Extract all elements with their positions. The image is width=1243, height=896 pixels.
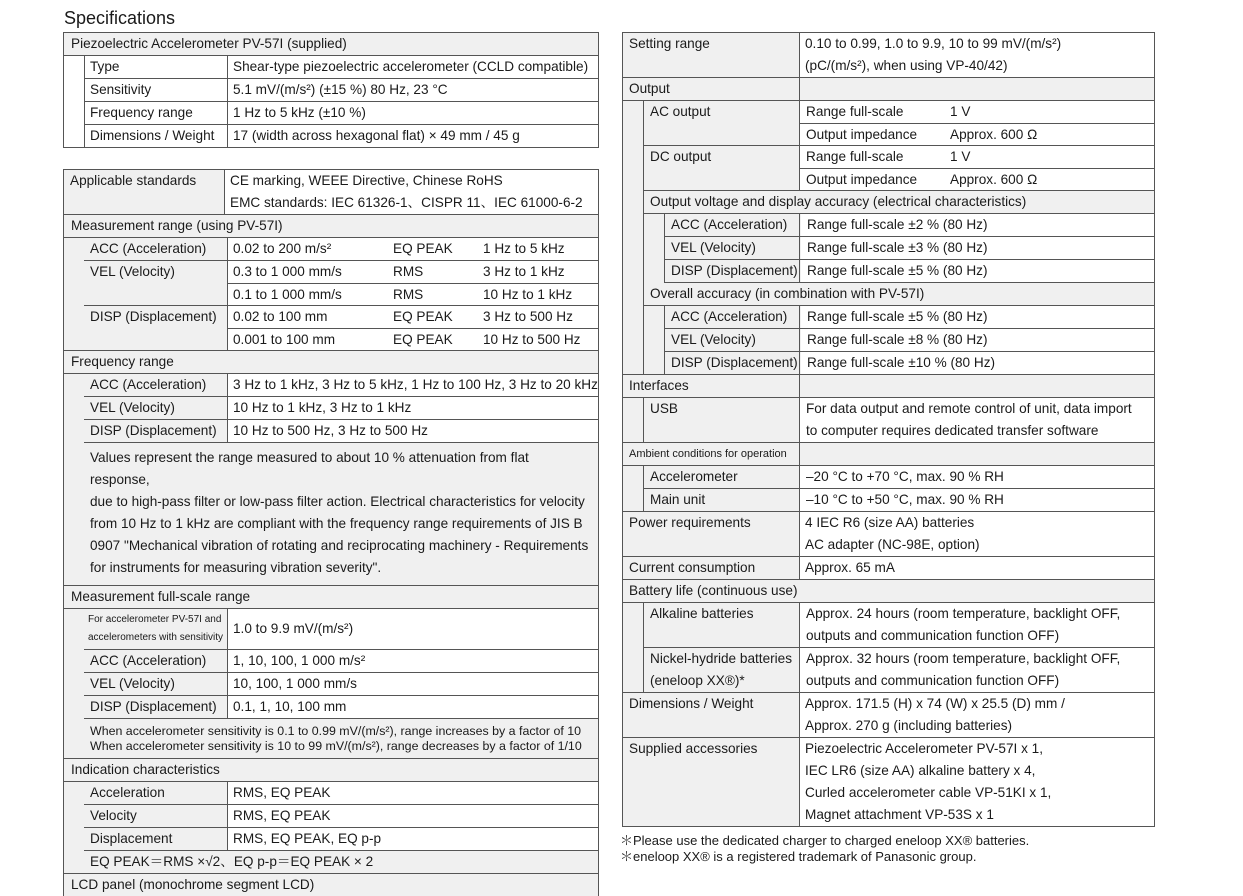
- note-line: due to high-pass filter or low-pass filter action. Electrical characteristics for velocity: [90, 494, 585, 509]
- table-row: [84, 238, 598, 261]
- row-value: 3 Hz to 1 kHz, 3 Hz to 5 kHz, 1 Hz to 100 Hz, 3 Hz to 20 kHz: [233, 377, 598, 392]
- output-key: Range full-scale: [806, 149, 904, 164]
- section-header: Interfaces: [623, 375, 1154, 398]
- value-line: 0.10 to 0.99, 1.0 to 9.9, 10 to 99 mV/(m/s²): [805, 36, 1062, 51]
- section-header: Measurement full-scale range: [64, 586, 598, 609]
- row-label: Type: [90, 59, 120, 74]
- row-label: DISP (Displacement): [665, 260, 801, 282]
- output-value: 1 V: [950, 104, 971, 119]
- range-freq: 3 Hz to 1 kHz: [483, 264, 565, 279]
- row-value: [224, 170, 598, 214]
- right-column: [622, 0, 1155, 865]
- table-row: [665, 306, 1154, 329]
- range-freq: 3 Hz to 500 Hz: [483, 309, 573, 324]
- table-row: [84, 374, 598, 397]
- row-value: [800, 603, 1154, 647]
- accessory-item: Magnet attachment VP-53S x 1: [805, 807, 994, 822]
- row-label: ACC (Acceleration): [665, 306, 801, 328]
- battery-inner: [643, 603, 1154, 692]
- row-label: ACC (Acceleration): [665, 214, 801, 236]
- footnote: ＊Please use the dedicated charger to charged eneloop XX® batteries.: [620, 833, 1030, 848]
- standards-line: EMC standards: IEC 61326-1、CISPR 11、IEC 61000-6-2: [230, 195, 583, 210]
- row-value: 1, 10, 100, 1 000 m/s²: [233, 653, 366, 668]
- section-header: Battery life (continuous use): [623, 580, 1154, 603]
- table-row: [644, 648, 1154, 692]
- left-column: [63, 0, 599, 896]
- battery-section: [623, 580, 1154, 693]
- fullscale-note: [64, 719, 598, 759]
- table-row: [644, 466, 1154, 489]
- section-header: Piezoelectric Accelerometer PV-57І (supplied): [64, 33, 598, 56]
- value-line: Approx. 171.5 (H) x 74 (W) x 25.5 (D) mm /: [805, 696, 1065, 711]
- row-value: [800, 398, 1154, 442]
- row-label: ACC (Acceleration): [84, 238, 227, 260]
- table-row: [644, 603, 1154, 648]
- table-row: [84, 56, 598, 79]
- sub-row: [800, 146, 1154, 169]
- output-value: 1 V: [950, 149, 971, 164]
- table-row: [84, 397, 598, 420]
- row-label: Supplied accessories: [623, 738, 799, 826]
- row-label: VEL (Velocity): [84, 673, 227, 695]
- accessories-row: [623, 738, 1154, 826]
- sub-row: [227, 329, 598, 351]
- note-line: from 10 Hz to 1 kHz are compliant with the frequency range requirements of JIS B: [90, 516, 583, 531]
- output-value: Approx. 600 Ω: [950, 172, 1038, 187]
- row-value: [799, 512, 1154, 556]
- row-label: [644, 648, 800, 692]
- table-row: [84, 609, 598, 650]
- output-rows: [623, 101, 1154, 374]
- range-value: 0.1 to 1 000 mm/s: [233, 287, 342, 302]
- sub-row: [227, 284, 598, 306]
- range-mode: EQ PEAK: [393, 241, 453, 256]
- value-line: 4 IEC R6 (size AA) batteries: [805, 515, 975, 530]
- table-row: [84, 828, 598, 850]
- accessory-item: Curled accelerometer cable VP-51KI x 1,: [805, 785, 1052, 800]
- label-line: Nickel-hydride batteries: [650, 651, 793, 666]
- range-freq: 10 Hz to 1 kHz: [483, 287, 573, 302]
- output-inner: [643, 101, 1154, 374]
- display-accuracy-inner: [664, 214, 1154, 283]
- accelerometer-rows: [84, 56, 598, 147]
- sub-row: [800, 101, 1154, 124]
- fullscale-rows: [64, 609, 598, 719]
- row-value: Shear-type piezoelectric accelerometer (CCLD compatible): [233, 59, 589, 74]
- table-row: [644, 146, 1154, 191]
- table-row: [84, 696, 598, 718]
- footnote: ＊eneloop XX® is a registered trademark of Panasonic group.: [620, 849, 977, 864]
- ambient-rows: [623, 466, 1154, 511]
- range-value: 0.3 to 1 000 mm/s: [233, 264, 342, 279]
- row-value: Range full-scale ±5 % (80 Hz): [807, 309, 988, 324]
- output-key: Range full-scale: [806, 104, 904, 119]
- row-value: [800, 648, 1154, 692]
- battery-rows: [623, 603, 1154, 692]
- table-row: [84, 306, 598, 350]
- range-mode: EQ PEAK: [393, 332, 453, 347]
- table-row: [84, 805, 598, 828]
- standards-line: CE marking, WEEE Directive, Chinese RoHS: [230, 173, 503, 188]
- row-value: 0.1, 1, 10, 100 mm: [233, 699, 347, 714]
- row-label: Sensitivity: [90, 82, 152, 97]
- table-row: [84, 420, 598, 442]
- output-key: Output impedance: [806, 127, 918, 142]
- row-value: 1 Hz to 5 kHz (±10 %): [233, 105, 366, 120]
- row-label: Current consumption: [623, 557, 799, 579]
- row-value: 10 Hz to 500 Hz, 3 Hz to 500 Hz: [233, 423, 428, 438]
- section-header: Output: [623, 78, 1154, 101]
- section-header: Ambient conditions for operation: [623, 443, 1154, 466]
- sub-row: [227, 306, 598, 329]
- row-value: Range full-scale ±3 % (80 Hz): [807, 240, 988, 255]
- note-line: 0907 "Mechanical vibration of rotating and reciprocating machinery - Requirements: [90, 538, 589, 553]
- table-row: [623, 398, 1154, 442]
- footnotes: [620, 833, 1155, 865]
- frequency-range-inner: [84, 374, 598, 443]
- row-value: [799, 33, 1154, 77]
- value-line: outputs and communication function OFF): [806, 673, 1060, 688]
- subsection-header: Overall accuracy (in combination with PV-57І): [644, 283, 1154, 306]
- sub-row: [227, 261, 598, 284]
- row-label: Displacement: [84, 828, 227, 850]
- accessory-item: IEC LR6 (size AA) alkaline battery x 4,: [805, 763, 1036, 778]
- row-value: 17 (width across hexagonal flat) × 49 mm / 45 g: [233, 128, 520, 143]
- row-value: RMS, EQ PEAK: [233, 808, 331, 823]
- sub-row: [800, 124, 1154, 146]
- table-row: [84, 782, 598, 805]
- table-row: [665, 237, 1154, 260]
- accelerometer-spec-table: [63, 32, 599, 148]
- row-label: Alkaline batteries: [644, 603, 800, 647]
- row-label: DISP (Displacement): [84, 696, 227, 718]
- accessory-item: Piezoelectric Accelerometer PV-57І x 1,: [805, 741, 1043, 756]
- row-value: Range full-scale ±2 % (80 Hz): [807, 217, 988, 232]
- measurement-range-inner: [84, 238, 598, 350]
- indication-rows: [64, 782, 598, 851]
- row-label: Frequency range: [90, 105, 193, 120]
- range-freq: 10 Hz to 500 Hz: [483, 332, 581, 347]
- indication-note: EQ PEAK＝RMS ×√2、EQ p-p＝EQ PEAK × 2: [64, 851, 598, 874]
- main-spec-table: [63, 169, 599, 896]
- row-label: Acceleration: [84, 782, 227, 804]
- display-accuracy-rows: [644, 214, 1154, 283]
- frequency-range-rows: [64, 374, 598, 443]
- table-row: [84, 102, 598, 125]
- row-value: 1.0 to 9.9 mV/(m/s²): [233, 621, 354, 636]
- row-value: Approx. 65 mA: [805, 560, 895, 575]
- table-row: [665, 214, 1154, 237]
- row-label: Accelerometer: [644, 466, 800, 488]
- range-value: 0.02 to 100 mm: [233, 309, 328, 324]
- value-line: AC adapter (NC-98E, option): [805, 537, 980, 552]
- row-label: ACC (Acceleration): [84, 650, 227, 672]
- dimensions-row: [623, 693, 1154, 738]
- table-row: [644, 101, 1154, 146]
- row-value: 10 Hz to 1 kHz, 3 Hz to 1 kHz: [233, 400, 412, 415]
- value-line: to computer requires dedicated transfer software: [806, 423, 1099, 438]
- fullscale-inner: [84, 609, 598, 719]
- row-label: Dimensions / Weight: [90, 128, 215, 143]
- row-label: DISP (Displacement): [84, 306, 227, 350]
- row-value: RMS, EQ PEAK, EQ p-p: [233, 831, 382, 846]
- ambient-section: [623, 443, 1154, 512]
- row-value: RMS, EQ PEAK: [233, 785, 331, 800]
- section-header: Indication characteristics: [64, 759, 598, 782]
- current-row: [623, 557, 1154, 580]
- right-spec-table: [622, 32, 1155, 827]
- note-line: for instruments for measuring vibration severity".: [90, 560, 382, 575]
- row-value: –20 °C to +70 °C, max. 90 % RH: [806, 469, 1004, 484]
- table-row: [84, 261, 598, 306]
- section-header: Frequency range: [64, 351, 598, 374]
- row-label: Main unit: [644, 489, 800, 511]
- ambient-inner: [643, 466, 1154, 511]
- row-label: DISP (Displacement): [665, 352, 801, 374]
- output-value: Approx. 600 Ω: [950, 127, 1038, 142]
- table-row: [665, 260, 1154, 282]
- row-value: Range full-scale ±10 % (80 Hz): [807, 355, 996, 370]
- row-value: [799, 738, 1154, 826]
- measurement-range-rows: [64, 238, 598, 351]
- row-value: –10 °C to +50 °C, max. 90 % RH: [806, 492, 1004, 507]
- range-mode: RMS: [393, 264, 424, 279]
- table-row: [84, 650, 598, 673]
- row-value: Range full-scale ±5 % (80 Hz): [807, 263, 988, 278]
- range-value: 0.001 to 100 mm: [233, 332, 336, 347]
- section-header: LCD panel (monochrome segment LCD): [64, 874, 598, 896]
- note-line: When accelerometer sensitivity is 0.1 to 0.99 mV/(m/s²), range increases by a factor of 10: [90, 724, 582, 738]
- standards-row: [64, 170, 598, 215]
- value-line: Approx. 270 g (including batteries): [805, 718, 1013, 733]
- row-label: ACC (Acceleration): [84, 374, 227, 396]
- overall-accuracy-rows: [644, 306, 1154, 374]
- table-row: [665, 352, 1154, 374]
- value-line: outputs and communication function OFF): [806, 628, 1060, 643]
- row-label: VEL (Velocity): [84, 397, 227, 419]
- row-label: DC output: [644, 146, 800, 190]
- row-label: VEL (Velocity): [84, 261, 227, 305]
- frequency-note: [64, 443, 598, 586]
- table-row: [84, 673, 598, 696]
- interfaces-section: [623, 375, 1154, 443]
- row-value: 10, 100, 1 000 mm/s: [233, 676, 357, 691]
- row-label: Setting range: [623, 33, 799, 77]
- note-line: When accelerometer sensitivity is 10 to 99 mV/(m/s²), range decreases by a factor of 1/10: [90, 739, 582, 753]
- page-title: Specifications: [64, 8, 176, 28]
- row-label: VEL (Velocity): [665, 329, 801, 351]
- row-label: Velocity: [84, 805, 227, 827]
- table-row: [84, 125, 598, 147]
- row-label: Dimensions / Weight: [623, 693, 799, 737]
- note-line: Values represent the range measured to about 10 % attenuation from flat response,: [90, 450, 529, 487]
- interfaces-inner: [643, 398, 1154, 442]
- row-label: AC output: [644, 101, 800, 145]
- table-row: [665, 329, 1154, 352]
- output-key: Output impedance: [806, 172, 918, 187]
- range-value: 0.02 to 200 m/s²: [233, 241, 332, 256]
- value-line: For data output and remote control of unit, data import: [806, 401, 1132, 416]
- row-label: Power requirements: [623, 512, 799, 556]
- section-header: Measurement range (using PV-57І): [64, 215, 598, 238]
- value-line: Approx. 24 hours (room temperature, backlight OFF,: [806, 606, 1121, 621]
- value-line: (pC/(m/s²), when using VP-40/42): [805, 58, 1008, 73]
- range-freq: 1 Hz to 5 kHz: [483, 241, 565, 256]
- row-label: USB: [650, 401, 678, 416]
- row-label: DISP (Displacement): [84, 420, 227, 442]
- range-mode: EQ PEAK: [393, 309, 453, 324]
- row-label: For accelerometer PV-57І and accelerometers with sensitivity: [84, 609, 227, 649]
- indication-inner: [84, 782, 598, 851]
- subsection-header: Output voltage and display accuracy (electrical characteristics): [644, 191, 1154, 214]
- table-row: [84, 79, 598, 102]
- sub-row: [800, 169, 1154, 191]
- power-row: [623, 512, 1154, 557]
- setting-range-row: [623, 33, 1154, 78]
- output-section: [623, 78, 1154, 375]
- range-mode: RMS: [393, 287, 424, 302]
- row-label: Applicable standards: [64, 170, 224, 214]
- row-label: VEL (Velocity): [665, 237, 801, 259]
- value-line: Approx. 32 hours (room temperature, backlight OFF,: [806, 651, 1121, 666]
- row-value: Range full-scale ±8 % (80 Hz): [807, 332, 988, 347]
- label-line: (eneloop XX®)*: [650, 673, 745, 688]
- row-value: [799, 693, 1154, 737]
- table-row: [644, 489, 1154, 511]
- row-value: 5.1 mV/(m/s²) (±15 %) 80 Hz, 23 °C: [233, 82, 448, 97]
- overall-accuracy-inner: [664, 306, 1154, 374]
